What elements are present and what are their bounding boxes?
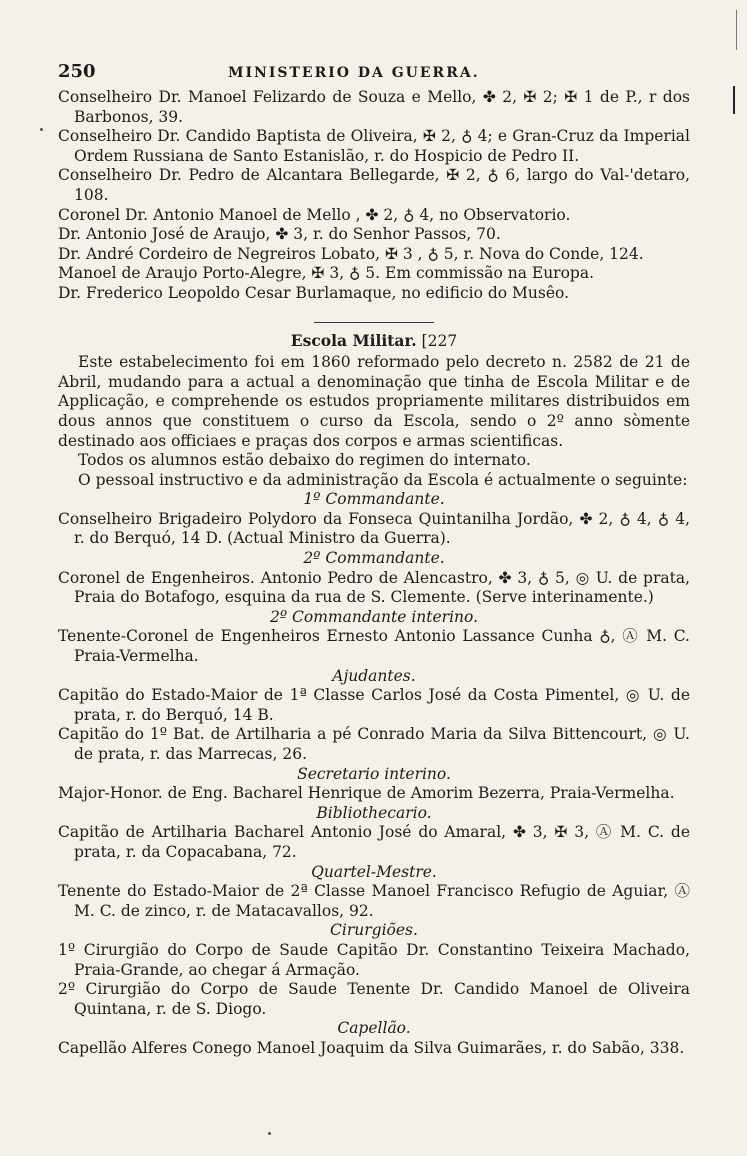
staff-entry: 2º Cirurgião do Corpo de Saude Tenente Dr. Candido Manoel de Oliveira Quintana, r. de S. Diogo.	[58, 980, 690, 1018]
staff-role: Cirurgiões.	[330, 921, 418, 940]
paragraph: O pessoal instructivo e da administração da Escola é actualmente o seguinte:	[78, 470, 688, 489]
entry: Conselheiro Dr. Pedro de Alcantara Bellegarde, ✠ 2, ♁ 6, largo do Val-'detaro, 108.	[58, 166, 690, 204]
section-divider	[314, 322, 434, 323]
entry: Manoel de Araujo Porto-Alegre, ✠ 3, ♁ 5. Em commissão na Europa.	[58, 264, 595, 283]
entry: Conselheiro Dr. Candido Baptista de Oliveira, ✠ 2, ♁ 4; e Gran-Cruz da Imperial Ordem Russiana de Santo Estanislão, r. do Hospicio de Pedro II.	[58, 127, 690, 165]
page-number: 250	[58, 61, 96, 82]
entry: Dr. André Cordeiro de Negreiros Lobato, ✠ 3 , ♁ 5, r. Nova do Conde, 124.	[58, 244, 644, 263]
entry: Conselheiro Dr. Manoel Felizardo de Souza e Mello, ✤ 2, ✠ 2; ✠ 1 de P., r dos Barbonos, 39.	[58, 88, 690, 126]
staff-role: Secretario interino.	[297, 764, 451, 783]
entry: Dr. Frederico Leopoldo Cesar Burlamaque, no edificio do Musêo.	[58, 283, 570, 302]
section-title: Escola Militar.	[290, 330, 417, 350]
section-ref: [227	[421, 331, 458, 350]
speck	[268, 1132, 271, 1135]
staff-role: Ajudantes.	[332, 666, 416, 685]
staff-role: Quartel-Mestre.	[311, 862, 437, 881]
staff-entry: Coronel de Engenheiros. Antonio Pedro de Alencastro, ✤ 3, ♁ 5, ◎ U. de prata, Praia do Botafogo, esquina da rua de S. Clemente. (Serve interinamente.)	[58, 568, 690, 607]
staff-role: Bibliothecario.	[316, 803, 432, 822]
paragraph: Todos os alumnos estão debaixo do regimen do internato.	[78, 451, 531, 470]
page-edge-mark	[736, 10, 737, 50]
entry: Dr. Antonio José de Araujo, ✤ 3, r. do Senhor Passos, 70.	[58, 225, 501, 244]
staff-entry: Capitão do Estado-Maior de 1ª Classe Carlos José da Costa Pimentel, ◎ U. de prata, r. do Berquó, 14 B.	[58, 686, 690, 724]
ink-smudge	[733, 86, 735, 114]
running-title: MINISTERIO DA GUERRA.	[228, 65, 480, 81]
staff-entry: Tenente do Estado-Maior de 2ª Classe Manoel Francisco Refugio de Aguiar, Ⓐ M. C. de zinco, r. de Matacavallos, 92.	[58, 882, 690, 920]
staff-entry: Capitão de Artilharia Bacharel Antonio José do Amaral, ✤ 3, ✠ 3, Ⓐ M. C. de prata, r. da Copacabana, 72.	[58, 823, 690, 861]
staff-role: 2º Commandante interino.	[269, 607, 479, 626]
staff-role: Capellão.	[337, 1019, 411, 1038]
page-header	[58, 62, 690, 88]
paragraph: Este estabelecimento foi em 1860 reformado pelo decreto n. 2582 de 21 de Abril, mudando para a actual a denominação que tinha de Escola Militar e de Applicação, e comprehende os estudos propriamente militares distribuidos em dous annos que constituem o curso da Escola, sendo o 2º anno sòmente destinado aos officiaes e praças dos corpos e armas scientificas.	[58, 353, 690, 450]
entry: Coronel Dr. Antonio Manoel de Mello , ✤ 2, ♁ 4, no Observatorio.	[58, 205, 571, 224]
staff-role: 1º Commandante.	[303, 490, 445, 509]
staff-entry: 1º Cirurgião do Corpo de Saude Capitão Dr. Constantino Teixeira Machado, Praia-Grande, ao chegar á Armação.	[58, 940, 690, 979]
staff-role: 2º Commandante.	[303, 549, 445, 568]
staff-entry: Capitão do 1º Bat. de Artilharia a pé Conrado Maria da Silva Bittencourt, ◎ U. de prata, r. das Marrecas, 26.	[58, 725, 690, 763]
staff-entry: Tenente-Coronel de Engenheiros Ernesto Antonio Lassance Cunha ♁, Ⓐ M. C. Praia-Vermelha.	[58, 627, 690, 666]
section-heading	[58, 331, 690, 352]
staff-entry: Major-Honor. de Eng. Bacharel Henrique de Amorim Bezerra, Praia-Vermelha.	[58, 784, 675, 803]
staff-entry: Conselheiro Brigadeiro Polydoro da Fonseca Quintanilha Jordão, ✤ 2, ♁ 4, ♁ 4, r. do Berquó, 14 D. (Actual Ministro da Guerra).	[58, 509, 690, 548]
staff-entry: Capellão Alferes Conego Manoel Joaquim da Silva Guimarães, r. do Sabão, 338.	[58, 1038, 685, 1057]
speck	[40, 128, 43, 131]
document-page	[58, 62, 690, 1059]
